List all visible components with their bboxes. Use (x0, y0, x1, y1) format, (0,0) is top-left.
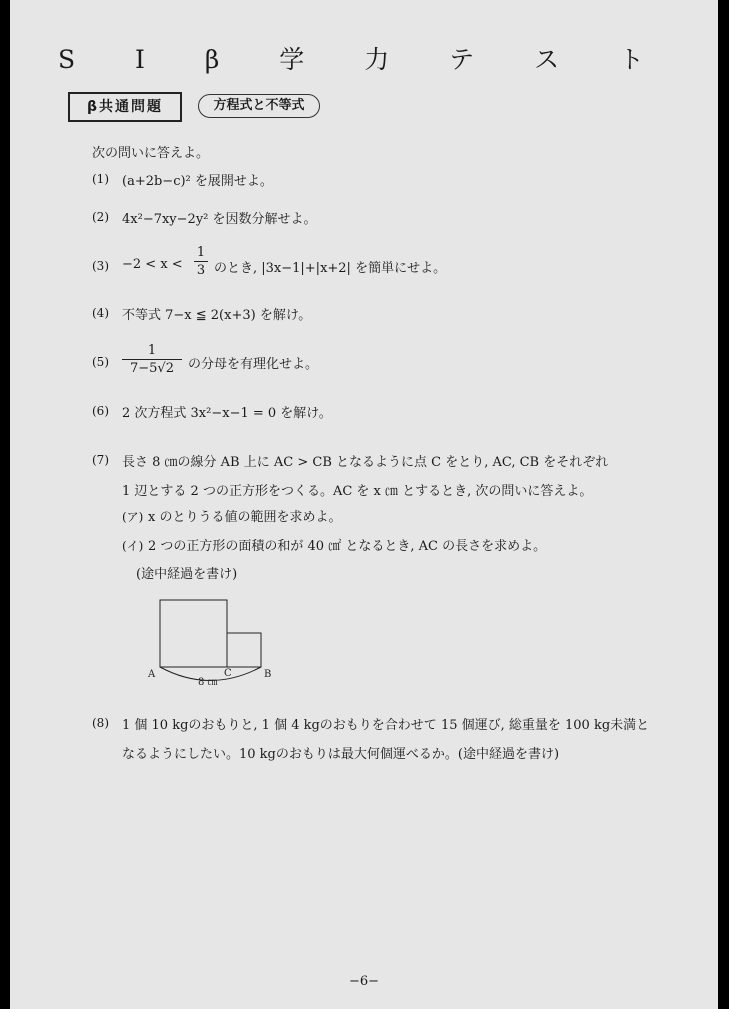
squares-diagram (146, 592, 286, 692)
question-7-line-1: 長さ 8 ㎝の線分 AB 上に AC > CB となるように点 C をとり, AC, CB をそれぞれ (122, 455, 609, 470)
question-7-line-2: 1 辺とする 2 つの正方形をつくる。AC を x ㎝ とするとき, 次の問いに答えよ。 (122, 484, 593, 499)
fraction-bar (122, 359, 182, 360)
question-number-4: (4) (92, 306, 109, 320)
sub-question-text-b: 2 つの正方形の面積の和が 40 ㎠ となるとき, AC の長さを求めよ。 (148, 539, 547, 554)
large-square (160, 600, 227, 667)
page-number: −6− (348, 974, 380, 989)
intro-text: 次の問いに答えよ。 (92, 146, 210, 161)
question-text-2: 4x²−7xy−2y² を因数分解せよ。 (122, 212, 317, 227)
question-8-line-1: 1 個 10 kgのおもりと, 1 個 4 kgのおもりを合わせて 15 個運び, 総重量を 100 kg未満と (122, 718, 650, 733)
point-label-c: C (224, 668, 232, 679)
question-number-2: (2) (92, 210, 109, 224)
question-5-text: の分母を有理化せよ。 (188, 357, 319, 372)
question-text-1: (a+2b−c)² を展開せよ。 (122, 174, 273, 189)
question-text-4: 不等式 7−x ≦ 2(x+3) を解け。 (122, 308, 312, 323)
fraction-numerator: 1 (196, 245, 206, 260)
question-3-inequality: −2 < x < (122, 257, 183, 272)
fraction-numerator: 1 (147, 343, 157, 358)
question-number-3: (3) (92, 259, 109, 273)
sub-question-number-a: (ア) (122, 510, 144, 524)
fraction-denominator: 7−5√2 (130, 361, 174, 376)
sub-question-text-a: x のとりうる値の範囲を求めよ。 (148, 510, 342, 525)
fraction-denominator: 3 (196, 263, 206, 278)
question-number-1: (1) (92, 172, 109, 186)
sub-question-note-b: (途中経過を書け) (136, 567, 238, 582)
segment-length-label: 8 ㎝ (198, 677, 218, 688)
point-label-a: A (148, 669, 156, 680)
section-box-label: β共通問題 (68, 92, 182, 122)
question-8-line-2: なるようにしたい。10 kgのおもりは最大何個運べるか。(途中経過を書け) (122, 747, 560, 762)
exam-page (10, 0, 718, 1009)
fraction-bar (194, 261, 208, 262)
question-number-6: (6) (92, 404, 109, 418)
question-3-fraction (194, 245, 208, 278)
page-title: S I β 学 力 テ ス ト (57, 45, 671, 74)
question-number-5: (5) (92, 355, 109, 369)
question-5-fraction (122, 343, 182, 376)
point-label-b: B (264, 669, 272, 680)
sub-question-number-b: (イ) (122, 539, 144, 553)
question-text-6: 2 次方程式 3x²−x−1 = 0 を解け。 (122, 406, 332, 421)
small-square (227, 633, 261, 667)
question-3-text: のとき, |3x−1|+|x+2| を簡単にせよ。 (214, 261, 447, 276)
question-number-7: (7) (92, 453, 109, 467)
question-number-8: (8) (92, 716, 109, 730)
section-topic-label: 方程式と不等式 (198, 94, 320, 118)
